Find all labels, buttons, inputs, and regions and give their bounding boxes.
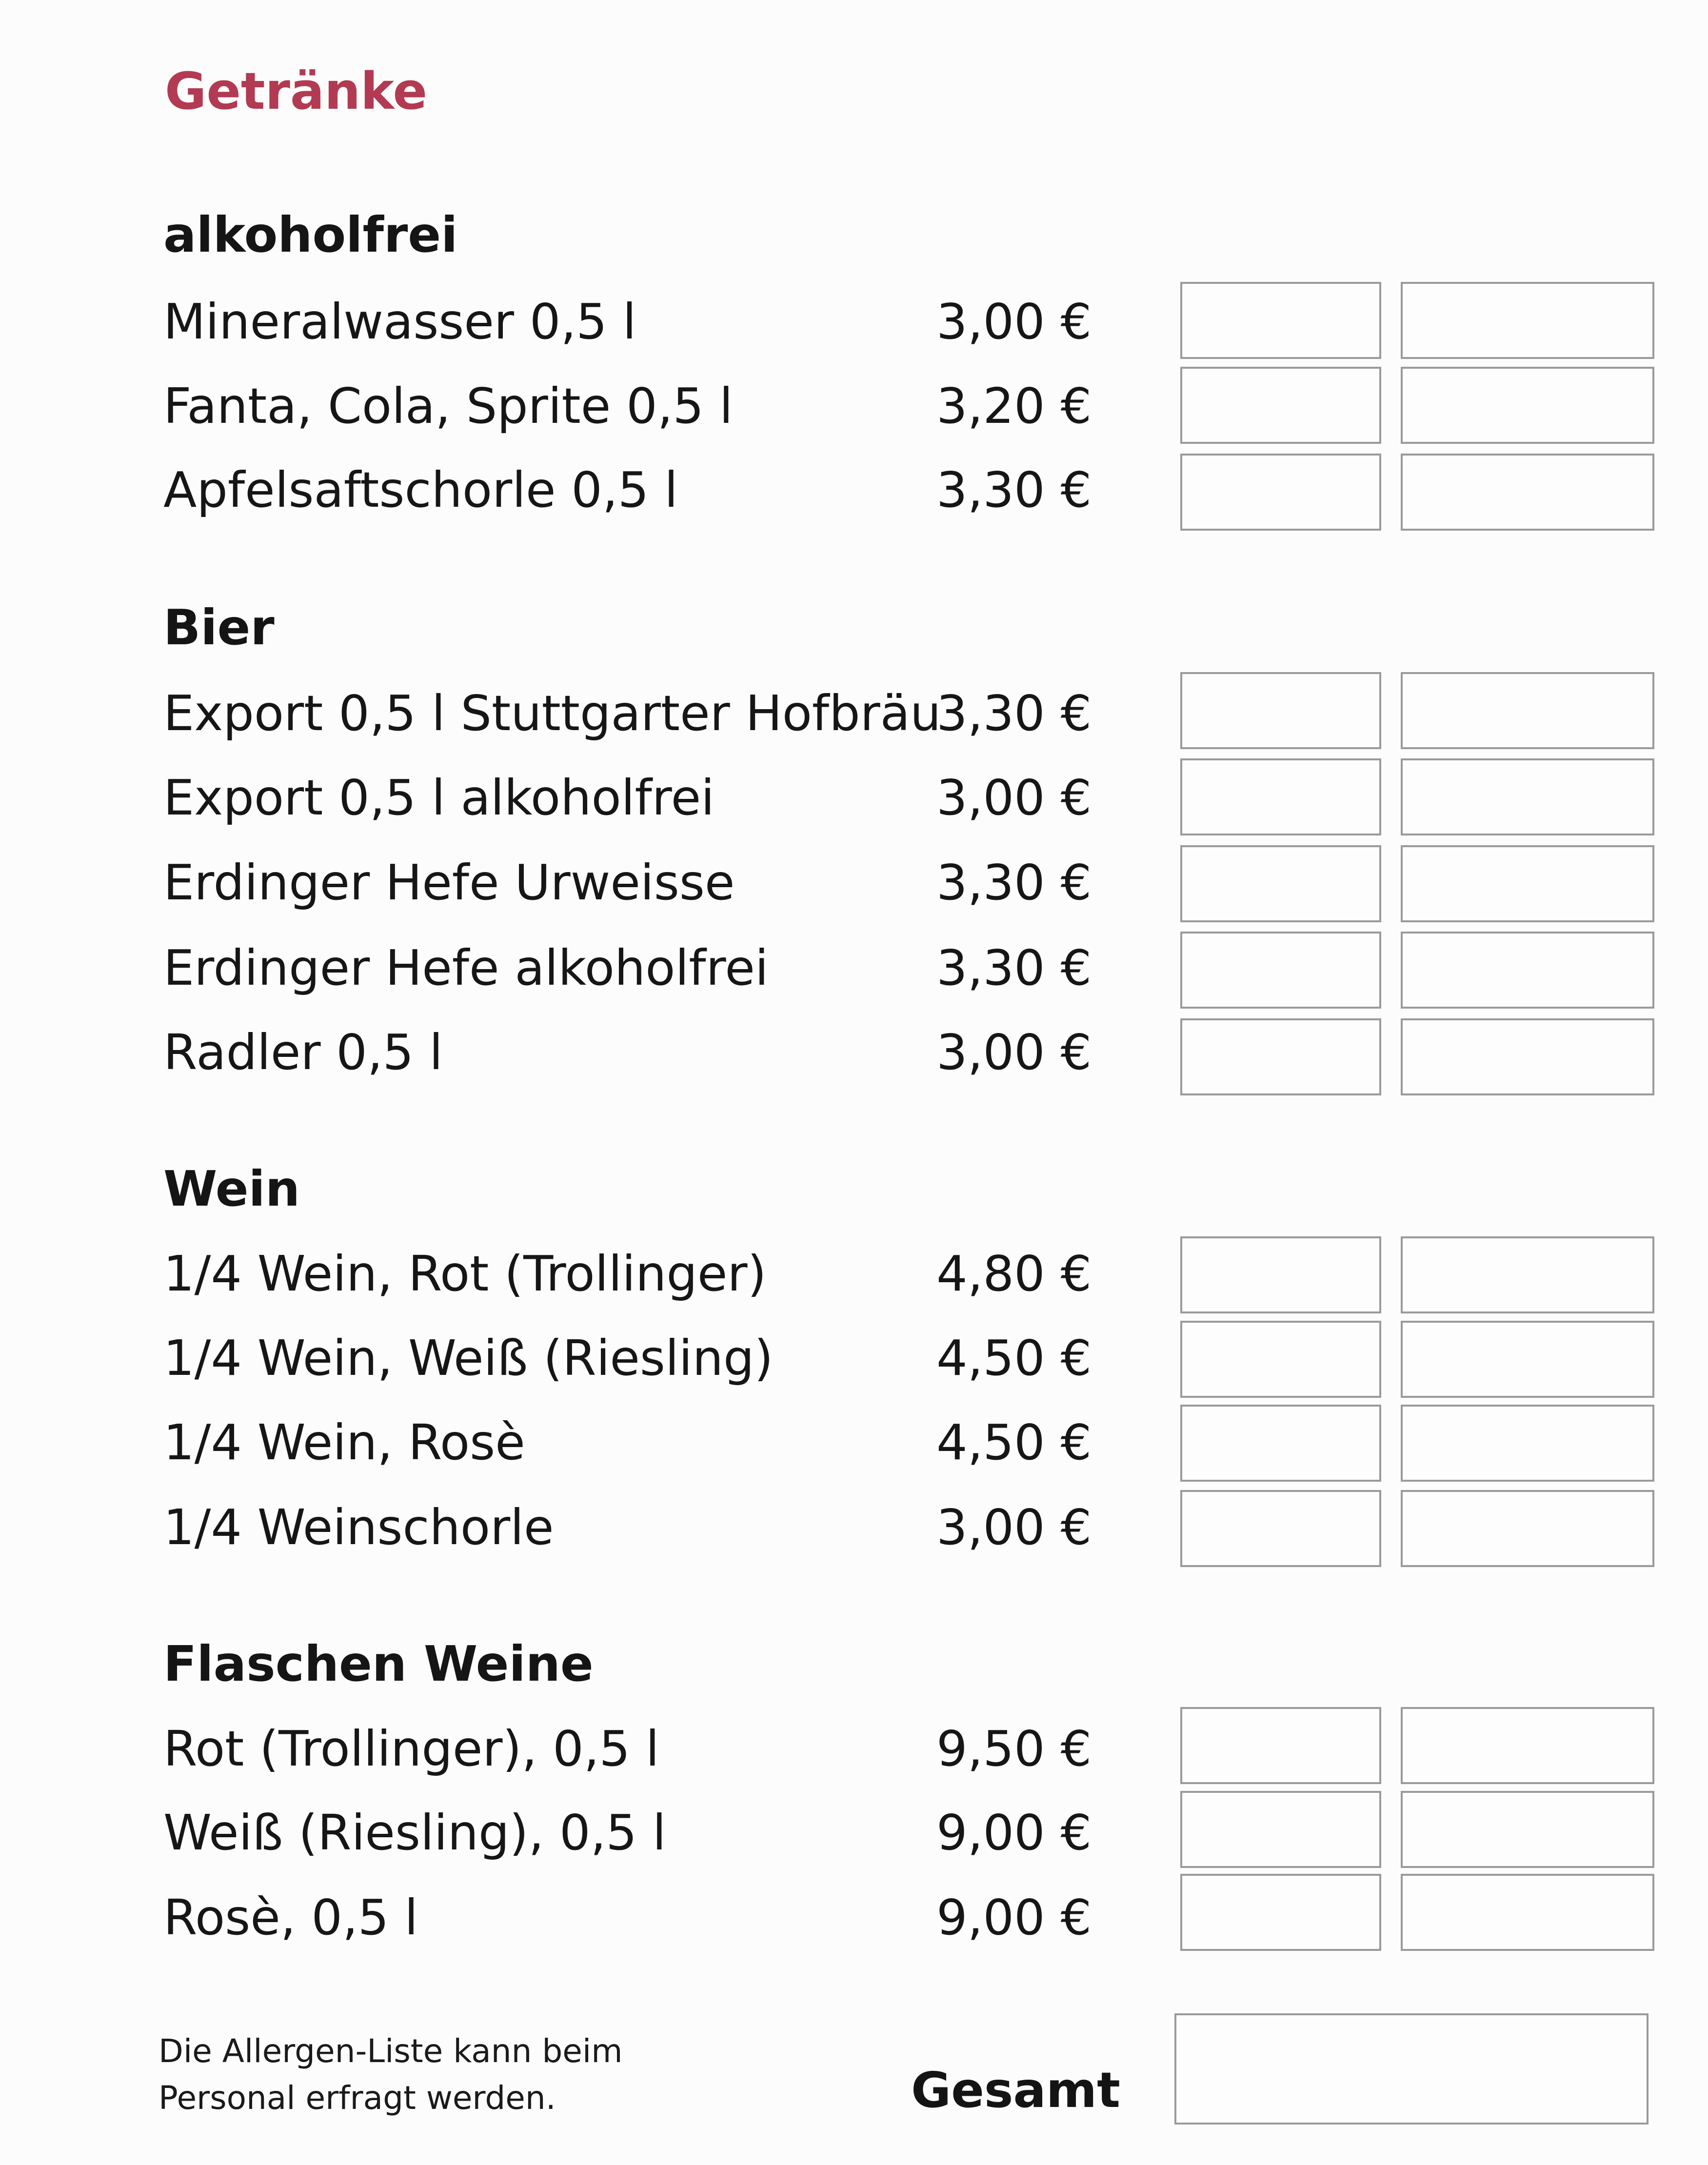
item-price: 3,00 € bbox=[936, 293, 1092, 350]
item-name: Erdinger Hefe alkoholfrei bbox=[163, 939, 769, 996]
allergen-note bbox=[159, 2028, 623, 2122]
quantity-box[interactable] bbox=[1180, 1018, 1381, 1095]
item-name: 1/4 Wein, Rosè bbox=[163, 1414, 525, 1471]
notes-box[interactable] bbox=[1401, 932, 1654, 1009]
item-price: 3,30 € bbox=[936, 939, 1092, 996]
item-price: 3,00 € bbox=[936, 1499, 1092, 1556]
item-name: Export 0,5 l alkoholfrei bbox=[163, 769, 715, 826]
notes-box[interactable] bbox=[1401, 454, 1654, 531]
section-heading-bier: Bier bbox=[163, 599, 275, 656]
quantity-box[interactable] bbox=[1180, 282, 1381, 359]
notes-box[interactable] bbox=[1401, 1707, 1654, 1784]
item-name: 1/4 Wein, Rot (Trollinger) bbox=[163, 1245, 767, 1302]
item-price: 9,00 € bbox=[936, 1889, 1092, 1946]
quantity-box[interactable] bbox=[1180, 932, 1381, 1009]
quantity-box[interactable] bbox=[1180, 1707, 1381, 1784]
item-name: Fanta, Cola, Sprite 0,5 l bbox=[163, 377, 733, 435]
menu-title: Getränke bbox=[165, 61, 428, 121]
allergen-note-line-2: Personal erfragt werden. bbox=[159, 2079, 556, 2117]
item-name: Apfelsaftschorle 0,5 l bbox=[163, 461, 678, 518]
item-price: 4,80 € bbox=[936, 1245, 1092, 1302]
notes-box[interactable] bbox=[1401, 1490, 1654, 1567]
item-name: Radler 0,5 l bbox=[163, 1024, 443, 1081]
item-name: Rot (Trollinger), 0,5 l bbox=[163, 1720, 659, 1777]
item-price: 9,00 € bbox=[936, 1804, 1092, 1861]
item-name: 1/4 Wein, Weiß (Riesling) bbox=[163, 1330, 774, 1387]
quantity-box[interactable] bbox=[1180, 367, 1381, 444]
notes-box[interactable] bbox=[1401, 672, 1654, 749]
total-box[interactable] bbox=[1174, 2013, 1648, 2125]
section-heading-alkoholfrei: alkoholfrei bbox=[163, 206, 458, 263]
notes-box[interactable] bbox=[1401, 1236, 1654, 1313]
item-price: 3,30 € bbox=[936, 854, 1092, 911]
item-price: 3,30 € bbox=[936, 461, 1092, 518]
total-label: Gesamt bbox=[911, 2062, 1120, 2119]
quantity-box[interactable] bbox=[1180, 454, 1381, 531]
quantity-box[interactable] bbox=[1180, 1405, 1381, 1482]
notes-box[interactable] bbox=[1401, 758, 1654, 835]
quantity-box[interactable] bbox=[1180, 1236, 1381, 1313]
item-price: 3,20 € bbox=[936, 377, 1092, 435]
item-price: 3,00 € bbox=[936, 769, 1092, 826]
notes-box[interactable] bbox=[1401, 367, 1654, 444]
section-heading-wein: Wein bbox=[163, 1160, 300, 1217]
allergen-note-line-1: Die Allergen-Liste kann beim bbox=[159, 2032, 623, 2070]
quantity-box[interactable] bbox=[1180, 845, 1381, 922]
notes-box[interactable] bbox=[1401, 1874, 1654, 1951]
notes-box[interactable] bbox=[1401, 1405, 1654, 1482]
quantity-box[interactable] bbox=[1180, 1490, 1381, 1567]
item-name: Mineralwasser 0,5 l bbox=[163, 293, 636, 350]
quantity-box[interactable] bbox=[1180, 758, 1381, 835]
quantity-box[interactable] bbox=[1180, 1791, 1381, 1868]
item-price: 3,30 € bbox=[936, 685, 1092, 742]
item-name: Erdinger Hefe Urweisse bbox=[163, 854, 735, 911]
notes-box[interactable] bbox=[1401, 1321, 1654, 1398]
quantity-box[interactable] bbox=[1180, 1321, 1381, 1398]
item-price: 9,50 € bbox=[936, 1720, 1092, 1777]
notes-box[interactable] bbox=[1401, 845, 1654, 922]
item-name: Export 0,5 l Stuttgarter Hofbräu bbox=[163, 685, 941, 742]
notes-box[interactable] bbox=[1401, 282, 1654, 359]
notes-box[interactable] bbox=[1401, 1018, 1654, 1095]
section-heading-flaschen-weine: Flaschen Weine bbox=[163, 1635, 594, 1692]
item-price: 3,00 € bbox=[936, 1024, 1092, 1081]
item-price: 4,50 € bbox=[936, 1330, 1092, 1387]
notes-box[interactable] bbox=[1401, 1791, 1654, 1868]
item-name: 1/4 Weinschorle bbox=[163, 1499, 554, 1556]
item-name: Rosè, 0,5 l bbox=[163, 1889, 418, 1946]
item-price: 4,50 € bbox=[936, 1414, 1092, 1471]
quantity-box[interactable] bbox=[1180, 1874, 1381, 1951]
item-name: Weiß (Riesling), 0,5 l bbox=[163, 1804, 666, 1861]
quantity-box[interactable] bbox=[1180, 672, 1381, 749]
